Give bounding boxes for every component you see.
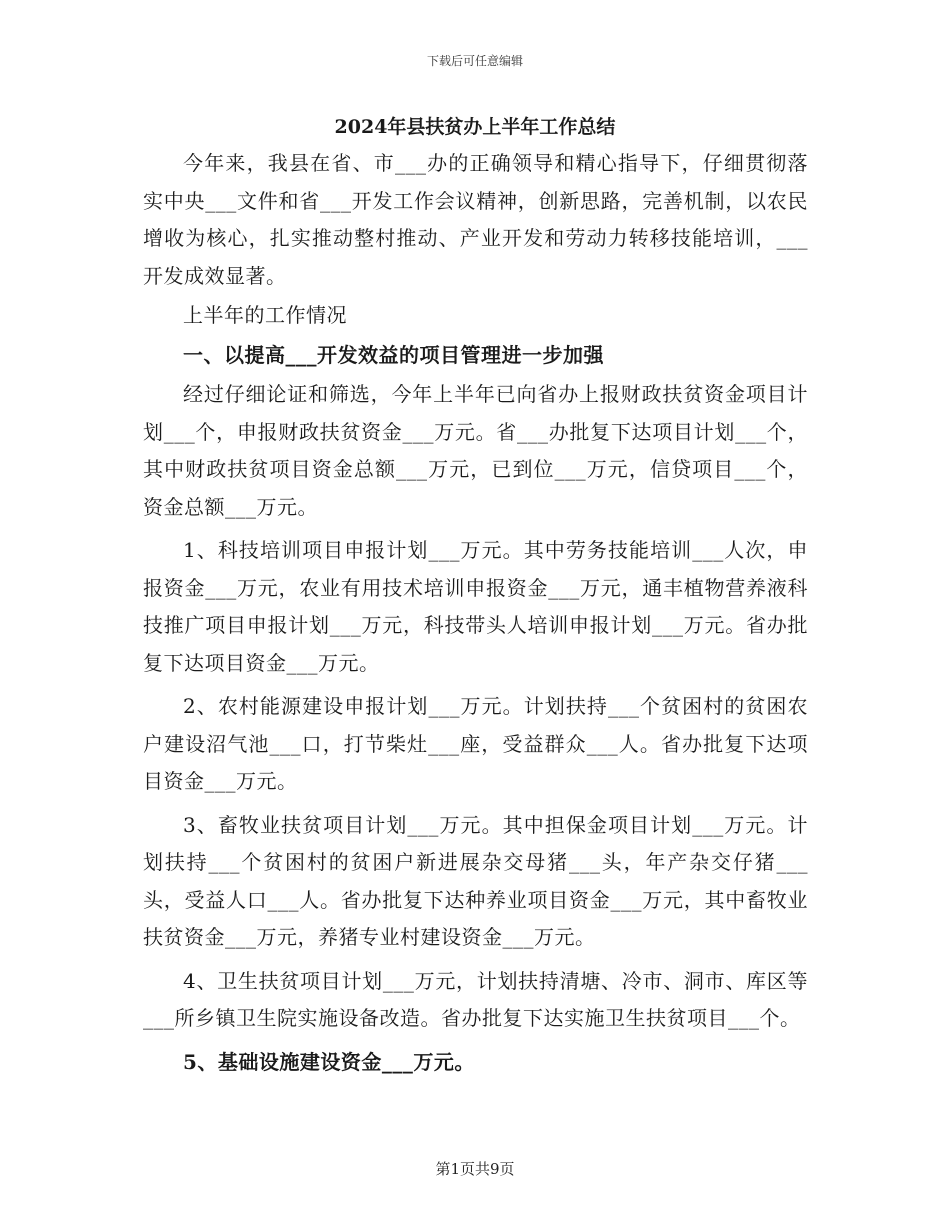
page-header-note: 下载后可任意编辑 — [426, 54, 523, 68]
project-summary-paragraph: 经过仔细论证和筛选，今年上半年已向省办上报财政扶贫资金项目计划___个，申报财政扶贫资金___万元。省___办批复下达项目计划___个，其中财政扶贫项目资金总额___万元，已到位___万元，信贷项目___个，资金总额___万元。 — [143, 382, 808, 519]
item-livestock: 3、畜牧业扶贫项目计划___万元。其中担保金项目计划___万元。计划扶持___个贫困村的贫困户新进展杂交母猪___头，年产杂交仔猪___头，受益人口___人。省办批复下达种养业项目资金___万元，其中畜牧业扶贫资金___万元，养猪专业村建设资金___万元。 — [143, 812, 808, 949]
item-rural-energy: 2、农村能源建设申报计划___万元。计划扶持___个贫困村的贫困农户建设沼气池___口，打节柴灶___座，受益群众___人。省办批复下达项目资金___万元。 — [143, 694, 808, 793]
item-health: 4、卫生扶贫项目计划___万元，计划扶持清塘、冷市、洞市、库区等___所乡镇卫生院实施设备改造。省办批复下达实施卫生扶贫项目___个。 — [143, 968, 808, 1030]
section-intro-line: 上半年的工作情况 — [183, 303, 347, 327]
item-tech-training: 1、科技培训项目申报计划___万元。其中劳务技能培训___人次，申报资金___万元，农业有用技术培训申报资金___万元，通丰植物营养液科技推广项目申报计划___万元，科技带头人培训申报计划___万元。省办批复下达项目资金___万元。 — [143, 538, 808, 675]
section-heading-1: 一、以提高___开发效益的项目管理进一步加强 — [183, 342, 604, 367]
document-title: 2024年县扶贫办上半年工作总结 — [334, 116, 616, 138]
document-body — [143, 145, 808, 1083]
item-infrastructure: 5、基础设施建设资金___万元。 — [183, 1049, 475, 1074]
intro-paragraph: 今年来，我县在省、市___办的正确领导和精心指导下，仔细贯彻落实中央___文件和省___开发工作会议精神，创新思路，完善机制，以农民增收为核心，扎实推动整村推动、产业开发和劳动力转移技能培训，___开发成效显著。 — [143, 151, 808, 288]
page-number: 第1页共9页 — [435, 1160, 515, 1178]
